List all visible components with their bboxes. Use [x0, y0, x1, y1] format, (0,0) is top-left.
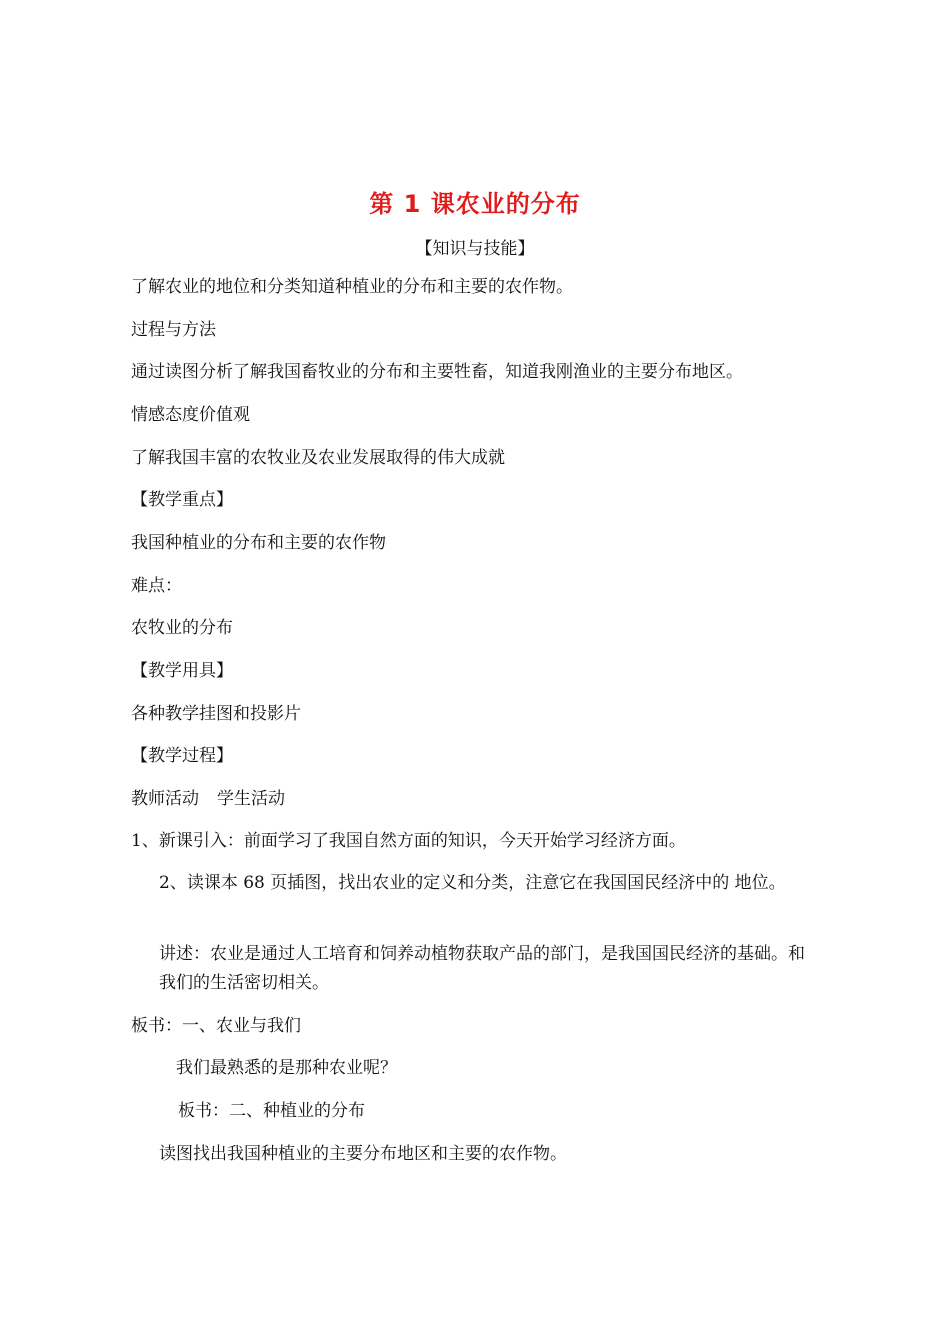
text-line: 【教学用具】 [131, 661, 233, 681]
paragraph-intro: 1、新课引入：前面学习了我国自然方面的知识，今天开始学习经济方面。 [131, 831, 686, 851]
text-line: 了解我国丰富的农牧业及农业发展取得的伟大成就 [131, 448, 505, 468]
question-1: 我们最熟悉的是那种农业呢？ [176, 1058, 397, 1078]
text-line: 通过读图分析了解我国畜牧业的分布和主要牲畜，知道我刚渔业的主要分布地区。 [131, 362, 743, 382]
text-line: 难点： [131, 576, 182, 596]
text-line: 情感态度价值观 [131, 405, 250, 425]
text-line: 农牧业的分布 [131, 618, 233, 638]
page-title: 第 1 课农业的分布 [369, 190, 581, 218]
text-line: 【教学过程】 [131, 746, 233, 766]
board-note-1: 板书：一、农业与我们 [131, 1016, 301, 1036]
paragraph-explanation: 讲述：农业是通过人工培育和饲养动植物获取产品的部门，是我国国民经济的基础。和我们的生活密切相关。 [159, 944, 805, 993]
text-line: 了解农业的地位和分类知道种植业的分布和主要的农作物。 [131, 277, 573, 297]
paragraph-planting: 读图找出我国种植业的主要分布地区和主要的农作物。 [159, 1144, 567, 1164]
activity-student: 学生活动 [217, 789, 285, 809]
board-note-2: 板书：二、种植业的分布 [178, 1101, 365, 1121]
activity-teacher: 教师活动 [131, 789, 199, 809]
text-line: 过程与方法 [131, 320, 216, 340]
paragraph-reading: 2、读课本 68 页插图，找出农业的定义和分类，注意它在我国国民经济中的 地位。 [159, 873, 786, 893]
section-heading-knowledge: 【知识与技能】 [415, 239, 535, 259]
text-line: 各种教学挂图和投影片 [131, 704, 301, 724]
activity-header [131, 785, 831, 813]
text-line: 我国种植业的分布和主要的农作物 [131, 533, 386, 553]
text-line: 【教学重点】 [131, 490, 233, 510]
